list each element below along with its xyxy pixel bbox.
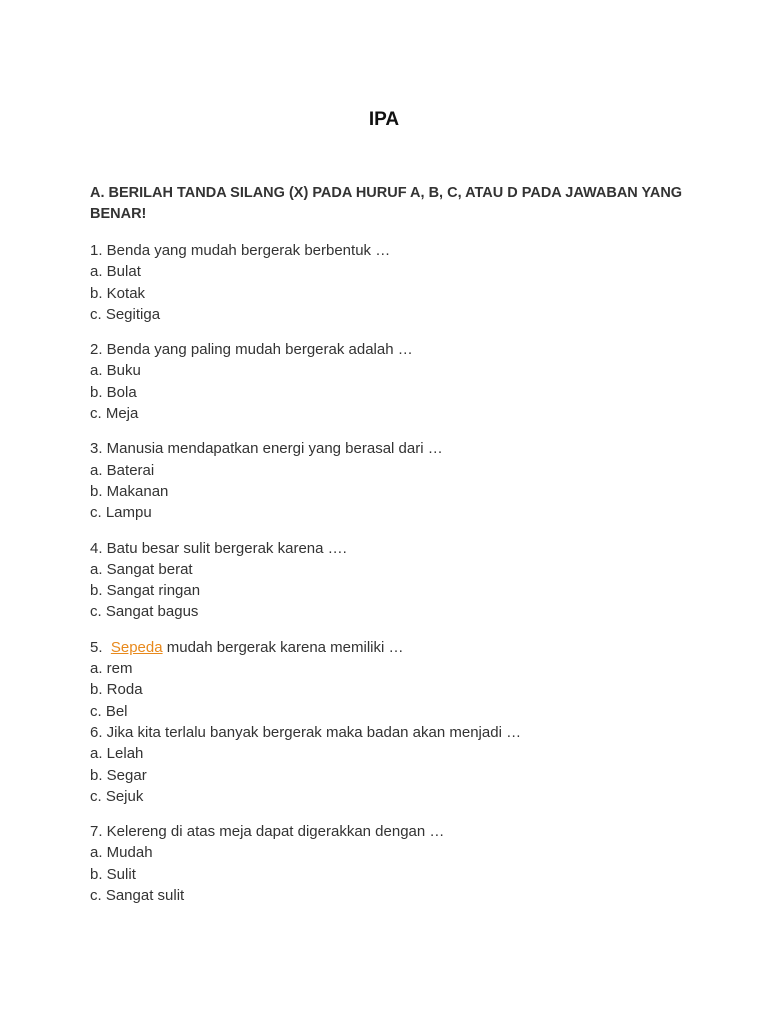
option-a: a. Buku	[90, 362, 141, 380]
question-2	[90, 339, 690, 424]
option-c: c. Sejuk	[90, 787, 144, 805]
sepeda-link[interactable]: Sepeda	[110, 638, 163, 656]
option-b: b. Segar	[90, 766, 147, 784]
option-a: a. Sangat berat	[90, 560, 193, 578]
question-text: 6. Jika kita terlalu banyak bergerak maka badan akan menjadi …	[90, 723, 522, 741]
question-text: 1. Benda yang mudah bergerak berbentuk …	[90, 242, 391, 259]
question-rest: mudah bergerak karena memiliki …	[166, 638, 404, 656]
option-c: c. Meja	[90, 405, 139, 423]
option-b: b. Kotak	[90, 284, 146, 302]
option-a: a. Baterai	[90, 461, 155, 479]
question-text: 7. Kelereng di atas meja dapat digerakkan dengan …	[90, 823, 445, 841]
question-list	[90, 240, 690, 920]
question-6	[90, 722, 690, 807]
option-c: c. Lampu	[90, 504, 152, 522]
question-text	[90, 637, 690, 658]
question-4	[90, 538, 690, 623]
page-title: IPA	[368, 109, 400, 130]
question-text: 3. Manusia mendapatkan energi yang berasal dari …	[90, 440, 443, 458]
option-c: c. Sangat sulit	[90, 887, 185, 905]
option-c: c. Segitiga	[90, 305, 161, 323]
option-c: c. Sangat bagus	[90, 603, 199, 621]
option-b: b. Makanan	[90, 482, 169, 500]
option-b: b. Sulit	[90, 865, 136, 883]
question-5	[90, 637, 690, 722]
question-3	[90, 438, 690, 523]
option-b: b. Bola	[90, 383, 137, 401]
section-instruction: A. BERILAH TANDA SILANG (X) PADA HURUF A, B, C, ATAU D PADA JAWABAN YANG BENAR!	[90, 185, 683, 222]
question-text: 4. Batu besar sulit bergerak karena ….	[90, 539, 347, 557]
option-a: a. Bulat	[90, 263, 141, 281]
option-a: a. Lelah	[90, 745, 144, 763]
question-number: 5.	[90, 638, 103, 656]
question-7	[90, 821, 690, 906]
option-b: b. Roda	[90, 681, 143, 699]
question-1	[90, 240, 690, 325]
option-a: a. Mudah	[90, 844, 153, 862]
option-b: b. Sangat ringan	[90, 582, 201, 600]
option-c: c. Bel	[90, 702, 128, 720]
question-text: 2. Benda yang paling mudah bergerak adalah …	[90, 341, 413, 359]
option-a: a. rem	[90, 660, 133, 678]
